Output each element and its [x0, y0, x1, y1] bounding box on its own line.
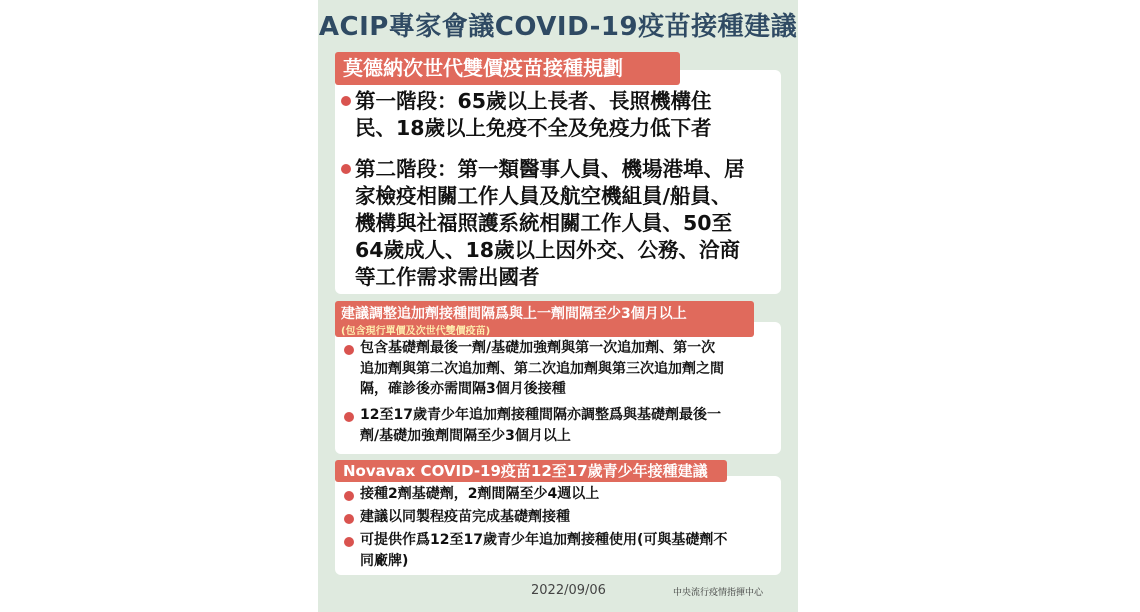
section3-item-2: 建議以同製程疫苗完成基礎劑接種	[360, 509, 570, 525]
bullet-dot	[341, 96, 351, 106]
bullet-dot	[344, 412, 354, 422]
section2-item-1: 包含基礎劑最後一劑/基礎加強劑與第一次追加劑、第一次 追加劑與第二次追加劑、第二次追加劑與第三次追加劑之間 隔，確診後亦需間隔3個月後接種	[360, 340, 724, 397]
bullet-dot	[344, 514, 354, 524]
footer-date: 2022/09/06	[531, 583, 606, 598]
poster	[318, 0, 798, 612]
section3-item-3: 可提供作爲12至17歲青少年追加劑接種使用(可與基礎劑不 同廠牌)	[360, 532, 728, 569]
section2-heading: 建議調整追加劑接種間隔爲與上一劑間隔至少3個月以上	[341, 306, 687, 322]
section2-heading-band	[335, 301, 754, 337]
footer-org: 中央流行疫情指揮中心	[673, 588, 764, 598]
section1-heading: 莫德納次世代雙價疫苗接種規劃	[335, 52, 680, 85]
section3-item-1: 接種2劑基礎劑，2劑間隔至少4週以上	[360, 486, 600, 502]
bullet-dot	[341, 164, 351, 174]
section2-subheading: (包含現行單價及次世代雙價疫苗)	[341, 326, 491, 337]
poster-title: ACIP專家會議COVID-19疫苗接種建議	[318, 12, 798, 42]
section3-heading: Novavax COVID-19疫苗12至17歲青少年接種建議	[335, 460, 727, 482]
section1-item-1: 第一階段：65歲以上長者、長照機構住 民、18歲以上免疫不全及免疫力低下者	[355, 89, 712, 140]
section1-item-2: 第二階段：第一類醫事人員、機場港埠、居 家檢疫相關工作人員及航空機組員/船員、 機構與社福照護系統相關工作人員、50至 64歲成人、18歲以上因外交、公務、洽商 等工作需求需出國者	[355, 157, 745, 289]
bullet-dot	[344, 537, 354, 547]
bullet-dot	[344, 345, 354, 355]
section2-item-2: 12至17歲青少年追加劑接種間隔亦調整爲與基礎劑最後一 劑/基礎加強劑間隔至少3個月以上	[360, 407, 721, 444]
bullet-dot	[344, 491, 354, 501]
